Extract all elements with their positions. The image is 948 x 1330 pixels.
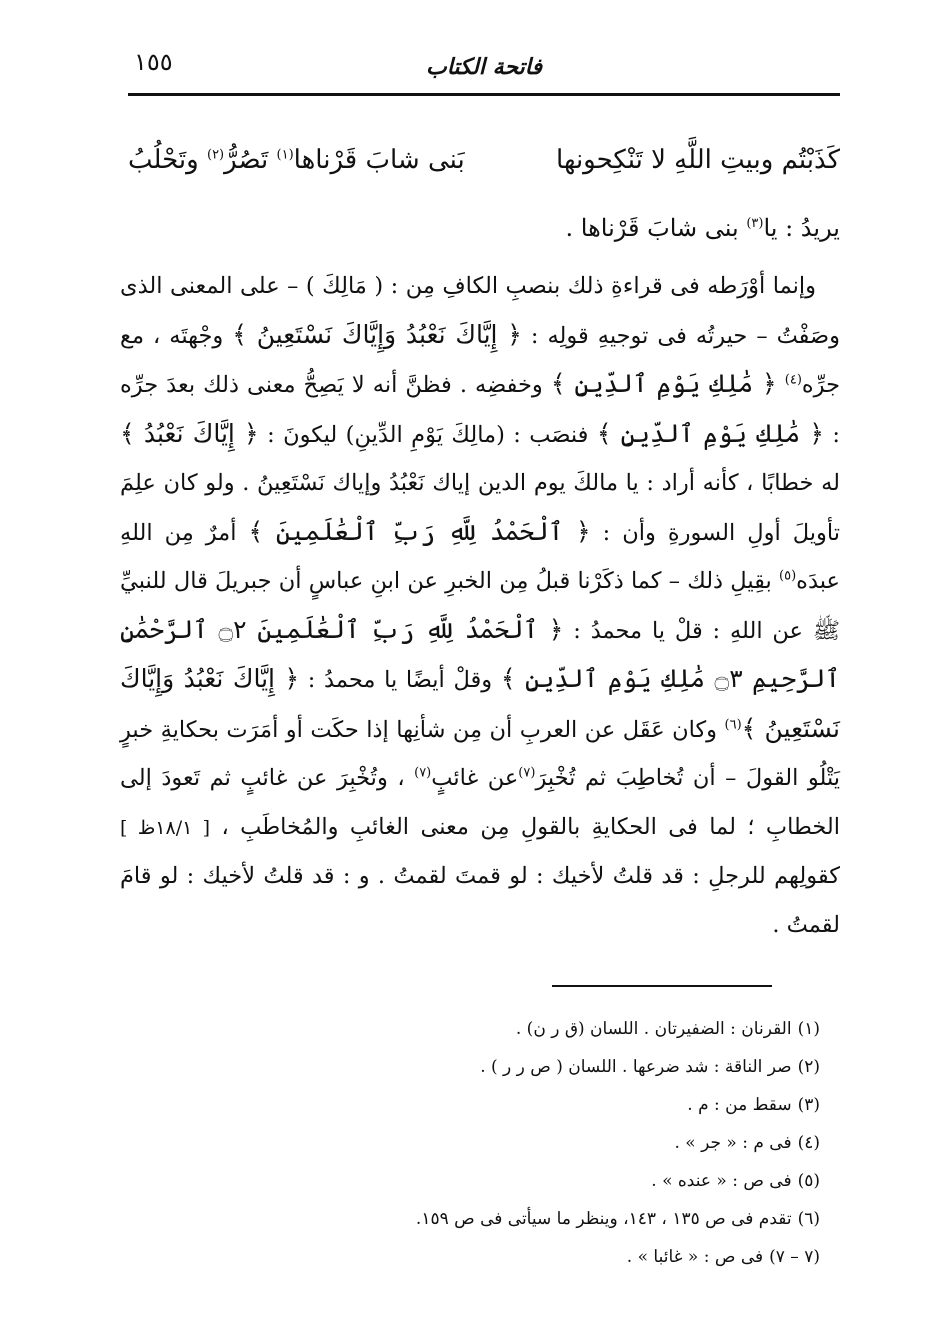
footnote-marker: (٣) xyxy=(746,216,764,231)
body-text: وخفضِه . فظنَّ أنه لا يَصِحُّ معنى ذلك بعدَ جرِّه : xyxy=(120,372,841,448)
footnote-text: فى ص : « عنده » . xyxy=(651,1171,792,1191)
footnote-separator xyxy=(552,985,772,987)
footnote-number: (٢) xyxy=(797,1057,820,1077)
footnote-number: (٥) xyxy=(797,1171,820,1191)
quran-quote: ﴿ ٱلْحَمْدُ لِلَّهِ رَبِّ ٱلْعَٰلَمِينَ ﴾ xyxy=(248,516,591,546)
footnote-number: (١) xyxy=(797,1019,820,1039)
body-text: عن غائبٍ xyxy=(431,765,519,791)
footnote-item xyxy=(330,1162,820,1200)
body-text: كقولِهم للرجلِ : قد قلتُ لأخيك : لو قمتَ لقمتُ . و : قد قلتُ لأخيك : لو قامَ لقمتُ . xyxy=(120,863,840,938)
footnote-text: تقدم فى ص ١٣٥ ، ١٤٣، وينظر ما سيأتى فى ص ١٥٩. xyxy=(415,1209,792,1229)
body-text: ، وتُخْبِرَ عن غائبٍ ثم تَعودَ إلى الخطابِ ؛ لما فى الحكايةِ بالقولِ مِن معنى الغائبِ والمُخاطَبِ ، xyxy=(120,765,841,840)
body-text: وقلْ أيضًا يا محمدُ : xyxy=(307,667,493,693)
footnote-marker: (٢) xyxy=(206,147,225,163)
quran-quote: ﴿ ٱلْحَمْدُ لِلَّهِ رَبِّ ٱلْعَٰلَمِينَ ۝٢ ٱلرَّحْمَٰنِ ٱلرَّحِيمِ ۝٣ مَٰلِكِ يَوْمِ ٱلدِّينِ ﴾ xyxy=(120,614,840,693)
footnote-marker: (٤) xyxy=(784,372,802,388)
footnote-number: (٦) xyxy=(797,1209,820,1229)
body-text: وكان عَقَل عن العربِ أن مِن شأنِها إذا حكَت أو أمَرَت بحكايةِ خبرٍ يَتْلُو القولَ – أن تُخاطِبَ ثم تُخْبِرَ xyxy=(120,716,840,791)
running-title: فاتحة الكتاب xyxy=(425,54,542,80)
footnote-item xyxy=(330,1086,820,1124)
explanation-text: يريدُ : يا xyxy=(763,214,840,242)
body-text: وجْهتَه ، مع جرِّه xyxy=(120,322,841,398)
hemistich-text: تَصُرُّ xyxy=(224,145,269,175)
footnote-item xyxy=(330,1048,820,1086)
verse-explanation xyxy=(128,204,840,252)
paragraph xyxy=(120,262,840,949)
verse-line xyxy=(128,136,840,184)
footnote-item xyxy=(330,1010,820,1048)
footnote-item xyxy=(330,1124,820,1162)
body-text: له خطابًا ، كأنه أراد : يا مالكَ يوم الدين إياك نَعْبُدُ وإياك نَسْتَعِينُ . ولو كان علِمَ تأويلَ أولِ السورةِ وأن : xyxy=(120,470,840,546)
page-number: ١٥٥ xyxy=(134,48,173,76)
footnote-text: فى م : « جر » . xyxy=(674,1133,792,1153)
quran-quote: ﴿ إِيَّاكَ نَعْبُدُ ﴾ xyxy=(120,418,259,448)
footnote-marker: (٧) xyxy=(518,765,536,781)
body-text: فنصَب : (مالِكَ يَوْمِ الدِّينِ) ليكونَ : xyxy=(267,421,589,448)
quran-quote: ﴿ مَٰلِكِ يَوْمِ ٱلدِّينِ ﴾ xyxy=(550,369,777,398)
footnote-marker: (٥) xyxy=(779,568,797,584)
left-hemistich xyxy=(128,145,465,175)
footnote-text: صر الناقة : شد ضرعها . اللسان ( ص ر ر ) . xyxy=(480,1057,792,1077)
footnote-text: القرنان : الضفيرتان . اللسان (ق ر ن) . xyxy=(515,1019,792,1039)
quran-quote: ﴿ إِيَّاكَ نَعْبُدُ وَإِيَّاكَ نَسْتَعِينُ ﴾ xyxy=(232,319,522,349)
footnote-number: (٤) xyxy=(797,1133,820,1153)
body-text: بقِيلِ ذلك – كما ذكَرْنا قبلُ مِن الخبرِ عن ابنِ عباسٍ أن جبريلَ قال للنبيِّ ﷺ عن اللهِ : قلْ يا محمدُ : xyxy=(120,568,840,644)
page-header xyxy=(128,44,840,92)
footnote-item xyxy=(330,1238,820,1276)
footnotes-section xyxy=(330,1010,820,1276)
footnote-item xyxy=(330,1200,820,1238)
hemistich-text: بَنى شابَ قَرْناها xyxy=(293,145,465,175)
footnote-text: فى ص : « غائبا » . xyxy=(626,1247,764,1267)
footnote-marker: (٦) xyxy=(724,717,742,732)
poem-verse xyxy=(128,136,840,184)
quran-quote: ﴿ إِيَّاكَ نَعْبُدُ وَإِيَّاكَ نَسْتَعِينُ ﴾ xyxy=(120,664,840,743)
body-text: وإنما أوْرَطه فى قراءةِ ذلك بنصبِ الكافِ مِن : ( مَالِكَ ) – على المعنى الذى وصَفْتُ – حيرتُه فى توجيهِ قولِه : xyxy=(120,273,841,349)
hemistich-text: وتَحْلُبُ xyxy=(128,145,199,175)
main-body-text xyxy=(120,262,840,949)
right-hemistich: كَذَبْتُم وبيتِ اللَّهِ لا تَنْكِحونها xyxy=(556,145,840,175)
footnote-number: (٧ – ٧) xyxy=(769,1247,820,1267)
footnote-text: سقط من : م . xyxy=(687,1095,792,1115)
footnote-marker: (٧) xyxy=(414,765,432,781)
header-rule xyxy=(128,93,840,96)
explanation-text: بنى شابَ قَرْناها . xyxy=(565,214,739,242)
body-text: أمرٌ مِن اللهِ عبدَه xyxy=(120,519,840,594)
manuscript-reference: [ ١٨/١ظ ] xyxy=(120,816,211,839)
footnote-number: (٣) xyxy=(797,1095,820,1115)
quran-quote: ﴿ مَٰلِكِ يَوْمِ ٱلدِّينِ ﴾ xyxy=(596,418,825,448)
footnote-marker: (١) xyxy=(276,147,294,163)
